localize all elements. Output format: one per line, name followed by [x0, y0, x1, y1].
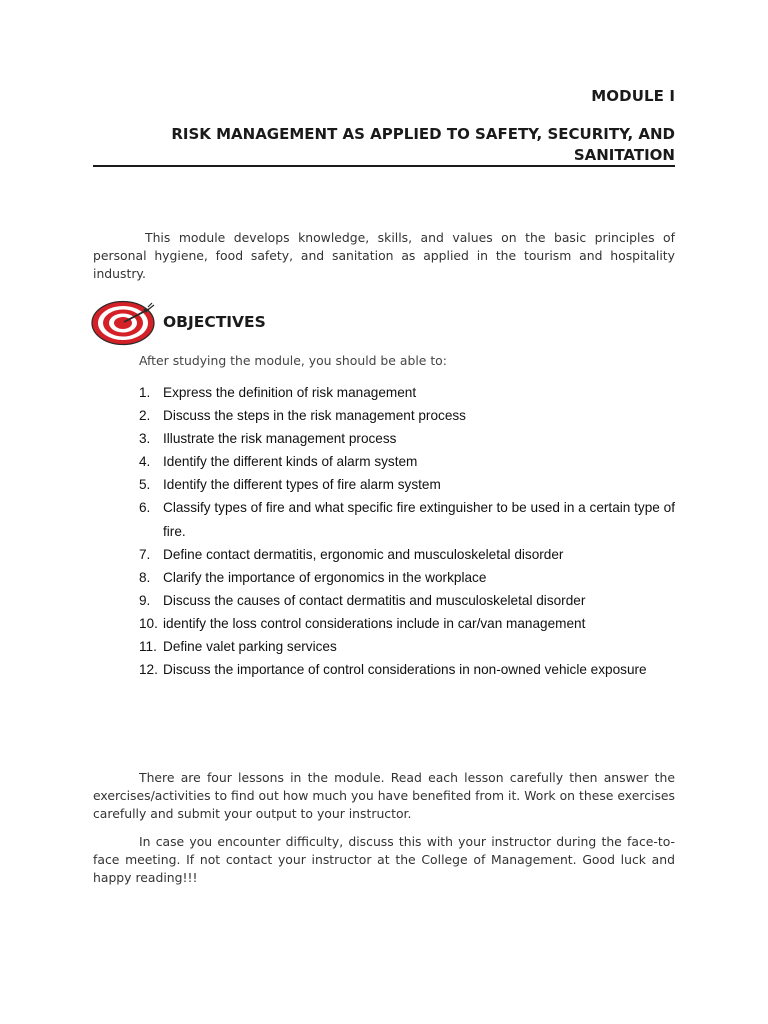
objective-item — [139, 473, 675, 496]
module-title: RISK MANAGEMENT AS APPLIED TO SAFETY, SECURITY, AND SANITATION — [171, 125, 675, 164]
module-label: MODULE I — [591, 87, 675, 105]
objectives-heading: OBJECTIVES — [163, 313, 266, 331]
module-intro-paragraph: This module develops knowledge, skills, and values on the basic principles of personal hygiene, food safety, and sanitation as applied in the tourism and hospitality industry. — [93, 230, 675, 281]
objective-text: Express the definition of risk management — [163, 385, 417, 400]
objective-item — [139, 658, 675, 681]
objective-item — [139, 566, 675, 589]
objective-number: 1. — [139, 385, 151, 400]
objective-text: Identify the different types of fire alarm system — [163, 477, 441, 493]
objective-item — [139, 543, 675, 566]
objective-text: Define valet parking services — [163, 639, 337, 655]
title-divider — [93, 165, 675, 167]
objectives-list — [139, 381, 675, 681]
objective-number: 4. — [139, 454, 151, 470]
target-icon-graphic — [91, 300, 157, 346]
lessons-paragraph: There are four lessons in the module. Read each lesson carefully then answer the exercises/activities to find out how much you have benefited from it. Work on these exercises carefully and submit your output to your instructor. — [93, 770, 675, 821]
objective-text: Identify the different kinds of alarm system — [163, 454, 418, 470]
objective-number: 9. — [139, 592, 151, 608]
objectives-lead-text: After studying the module, you should be able to: — [139, 353, 447, 368]
objective-item — [139, 450, 675, 473]
objective-item — [139, 612, 675, 635]
objective-number: 5. — [139, 477, 151, 493]
objective-number: 8. — [139, 569, 151, 585]
objective-number: 12. — [139, 662, 158, 678]
objective-number: 2. — [139, 408, 151, 424]
objective-text: Discuss the steps in the risk management process — [163, 408, 466, 424]
objective-number: 11. — [139, 639, 157, 655]
objective-item — [139, 589, 675, 612]
objective-text: identify the loss control considerations include in car/van management — [163, 615, 586, 631]
objective-number: 10. — [139, 615, 158, 631]
objective-item — [139, 635, 675, 658]
objective-number: 6. — [139, 500, 151, 516]
difficulty-paragraph: In case you encounter difficulty, discuss this with your instructor during the face-to-face meeting. If not contact your instructor at the College of Management. Good luck and happy reading!!! — [93, 834, 675, 885]
objective-text: Illustrate the risk management process — [163, 431, 397, 447]
objective-text: Define contact dermatitis, ergonomic and musculoskeletal disorder — [163, 546, 564, 562]
objective-item — [139, 427, 675, 450]
closing-section — [93, 769, 675, 897]
target-icon — [91, 300, 157, 346]
objective-item — [139, 381, 675, 404]
objective-item — [139, 496, 675, 542]
objective-text: Clarify the importance of ergonomics in the workplace — [163, 569, 487, 585]
objective-number: 7. — [139, 546, 151, 562]
objective-text: Classify types of fire and what specific fire extinguisher to be used in a certain type of fire. — [163, 500, 675, 539]
objective-item — [139, 404, 675, 427]
objective-text: Discuss the importance of control considerations in non-owned vehicle exposure — [163, 662, 647, 678]
objective-number: 3. — [139, 431, 151, 447]
objective-text: Discuss the causes of contact dermatitis and musculoskeletal disorder — [163, 592, 586, 608]
